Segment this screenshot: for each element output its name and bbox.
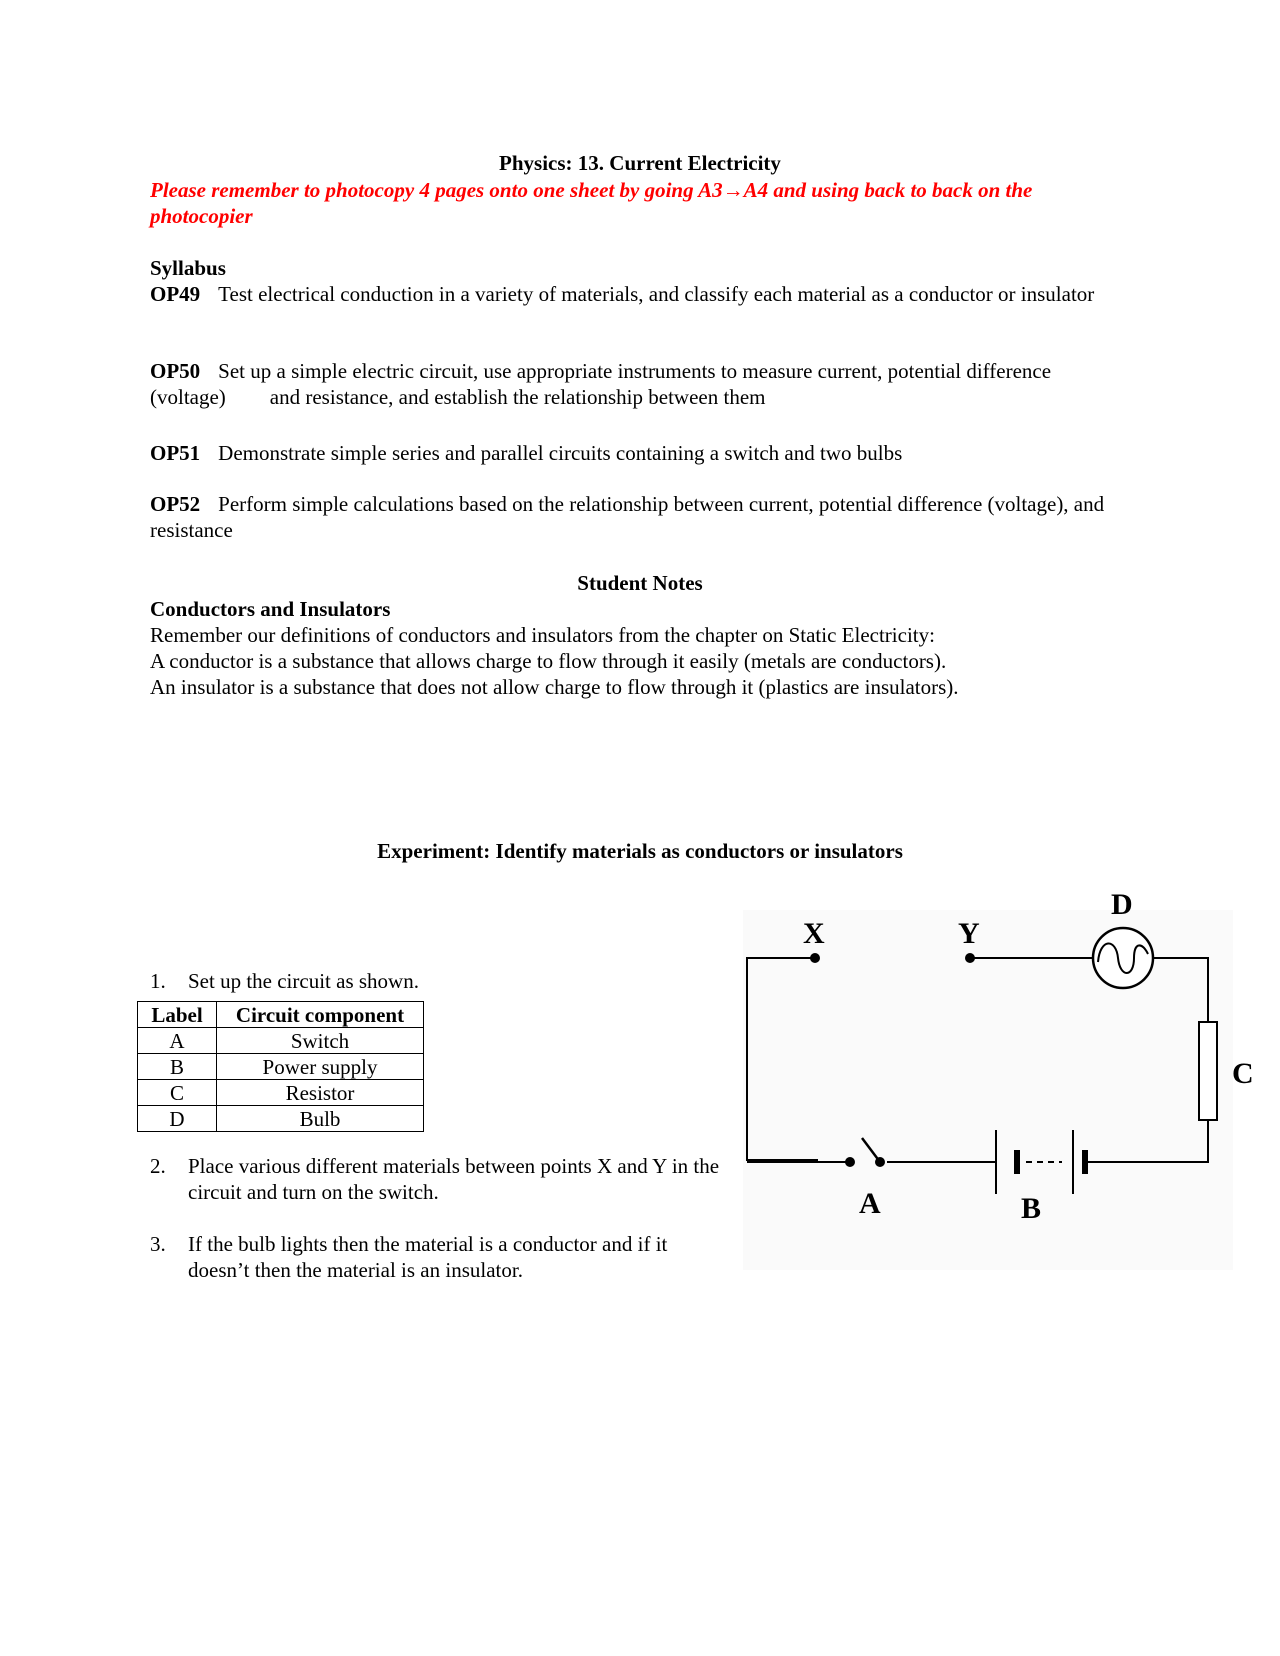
label-x: X xyxy=(803,917,825,950)
table-cell: C xyxy=(138,1080,217,1106)
syllabus-item-op51 xyxy=(150,440,1130,466)
table-cell: Resistor xyxy=(217,1080,424,1106)
table-cell: D xyxy=(138,1106,217,1132)
notes-line: An insulator is a substance that does not allow charge to flow through it (plastics are insulators). xyxy=(150,675,959,699)
step-text: Set up the circuit as shown. xyxy=(188,969,419,993)
syllabus-text: Demonstrate simple series and parallel circuits containing a switch and two bulbs xyxy=(218,441,903,465)
notes-line: Remember our definitions of conductors and insulators from the chapter on Static Electricity: xyxy=(150,623,935,647)
syllabus-code: OP49 xyxy=(150,282,201,306)
syllabus-text-cont: resistance xyxy=(150,518,233,542)
notes-line: A conductor is a substance that allows charge to flow through it easily (metals are conductors). xyxy=(150,649,947,673)
notes-paragraph xyxy=(150,622,1130,700)
experiment-heading: Experiment: Identify materials as conductors or insulators xyxy=(377,839,903,863)
student-notes-heading: Student Notes xyxy=(577,571,703,595)
circuit-diagram xyxy=(738,880,1258,1280)
table-cell: Switch xyxy=(217,1028,424,1054)
terminal-y xyxy=(965,953,975,963)
table-cell: Power supply xyxy=(217,1054,424,1080)
conductors-subheading: Conductors and Insulators xyxy=(150,597,391,621)
table-row xyxy=(138,1106,424,1132)
step-text: If the bulb lights then the material is a conductor and if it doesn’t then the material is an insulator. xyxy=(188,1232,668,1282)
table-cell: A xyxy=(138,1028,217,1054)
syllabus-item-op49 xyxy=(150,281,1130,307)
column-header: Circuit component xyxy=(217,1002,424,1028)
step-number: 1. xyxy=(150,969,166,993)
label-a: A xyxy=(859,1187,881,1220)
photocopy-notice: Please remember to photocopy 4 pages onto one sheet by going A3→A4 and using back to back on the photocopier xyxy=(150,178,1033,228)
page-title: Physics: 13. Current Electricity xyxy=(499,151,781,175)
syllabus-code: OP50 xyxy=(150,359,201,383)
label-c: C xyxy=(1232,1057,1254,1090)
table-row xyxy=(138,1054,424,1080)
syllabus-heading: Syllabus xyxy=(150,256,226,280)
syllabus-text-cont: and resistance, and establish the relationship between them xyxy=(269,385,766,409)
table-row xyxy=(138,1080,424,1106)
table-cell: Bulb xyxy=(217,1106,424,1132)
syllabus-code: OP51 xyxy=(150,441,201,465)
table-cell: B xyxy=(138,1054,217,1080)
step-2-3-list xyxy=(150,1153,720,1283)
terminal-x xyxy=(810,953,820,963)
table-row xyxy=(138,1028,424,1054)
diagram-background xyxy=(743,910,1233,1270)
syllabus-code: OP52 xyxy=(150,492,201,516)
table-header-row xyxy=(138,1002,424,1028)
label-d: D xyxy=(1111,888,1133,921)
list-item xyxy=(150,1231,720,1283)
step-number: 2. xyxy=(150,1154,166,1178)
label-y: Y xyxy=(958,917,980,950)
list-item xyxy=(150,1153,720,1205)
syllabus-item-op50 xyxy=(150,358,1130,410)
resistor-symbol xyxy=(1199,1022,1217,1120)
syllabus-text: Set up a simple electric circuit, use appropriate instruments to measure current, potential difference (voltage) xyxy=(150,359,1052,409)
syllabus-text: Test electrical conduction in a variety of materials, and classify each material as a conductor or insulator xyxy=(218,282,1095,306)
step-text: Place various different materials between points X and Y in the circuit and turn on the switch. xyxy=(188,1154,720,1204)
column-header: Label xyxy=(138,1002,217,1028)
bulb-symbol xyxy=(1093,928,1153,988)
step-number: 3. xyxy=(150,1232,166,1256)
label-b: B xyxy=(1021,1192,1042,1225)
syllabus-text: Perform simple calculations based on the relationship between current, potential difference (voltage), and xyxy=(218,492,1105,516)
step-1-list xyxy=(150,968,710,994)
syllabus-item-op52 xyxy=(150,491,1130,543)
components-table xyxy=(137,1001,424,1132)
list-item xyxy=(150,968,710,994)
